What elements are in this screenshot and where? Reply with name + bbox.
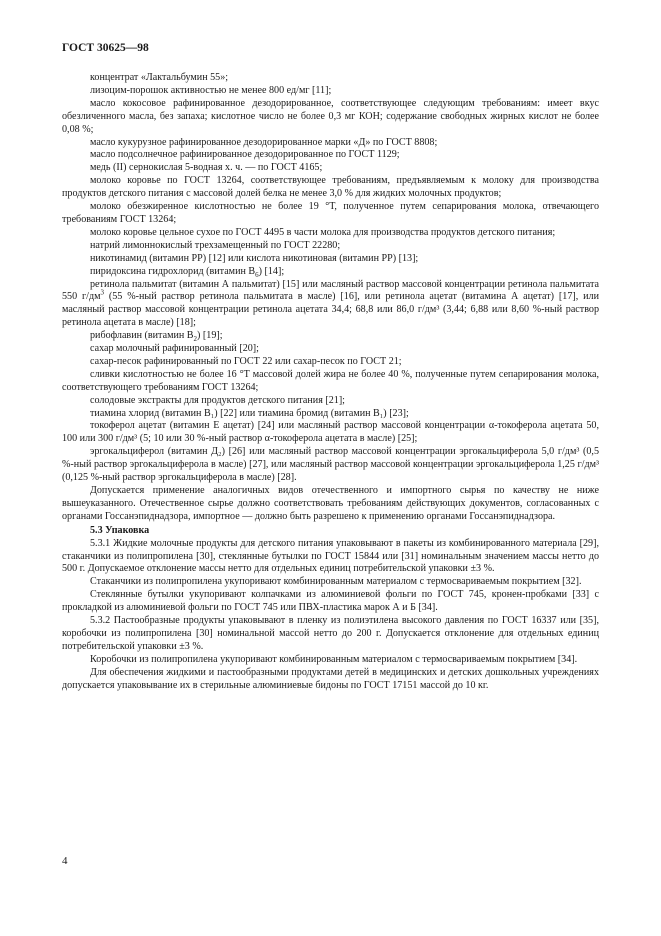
page-number: 4 [62, 855, 68, 867]
paragraph: Стаканчики из полипропилена укупоривают комбинированным материалом с термосвариваемым покрытием [32]. [90, 576, 582, 588]
paragraph: рибофлавин (витамин $B_2$) [19]; [90, 330, 223, 344]
paragraph: сливки кислотностью не более 16 °Т массовой долей жира не более 40 %, полученные путем сепарирования молока, соответствующего требованиям ГОСТ 13264; [62, 368, 599, 393]
paragraph: молоко коровье по ГОСТ 13264, соответствующее требованиям, предъявляемым к молоку для производства продуктов детского питания с массовой долей белка не менее 3,0 % для жидких молочных продуктов; [62, 175, 599, 200]
paragraph: молоко коровье цельное сухое по ГОСТ 4495 в части молока для производства продуктов детского питания; [90, 226, 556, 238]
paragraph: натрий лимоннокислый трехзамещенный по ГОСТ 22280; [90, 239, 341, 251]
paragraph: масло кокосовое рафинированное дезодорированное, соответствующее следующим требованиям: имеет вкус обезличенного масла, без запаха; кислотное число не более 0,3 мг КОН; содержание свободных жирных кислот не более 0,08 %; [62, 97, 599, 135]
paragraph: медь (II) сернокислая 5-водная х. ч. — по ГОСТ 4165; [90, 162, 323, 174]
paragraph: 5.3.2 Пастообразные продукты упаковывают в пленку из полиэтилена высокого давления по ГОСТ 16337 или [35], коробочки из полипропилена [30] номинальной массой нетто до 200 г. Допускается отклонение для отдельных единиц потребительской упаковки ±3 %. [62, 615, 599, 652]
paragraph: Для обеспечения жидкими и пастообразными продуктами детей в медицинских и детских дошкольных учреждениях допускается упаковывание их в стерильные алюминиевые бидоны по ГОСТ 17151 массой до 10 кг. [62, 666, 599, 691]
paragraph: молоко обезжиренное кислотностью не более 19 °Т, полученное путем сепарирования молока, отвечающего требованиям ГОСТ 13264; [62, 201, 599, 225]
paragraph: солодовые экстракты для продуктов детского питания [21]; [90, 394, 345, 406]
document-header: ГОСТ 30625—98 [62, 42, 149, 54]
paragraph: сахар молочный рафинированный [20]; [90, 343, 259, 355]
paragraph: эргокальциферол (витамин Д₂) [26] или масляный раствор массовой концентрации эргокальциферола 5,0 г/дм³ (0,5 %-ный раствор эргокальциферола в масле) [27], или масляный раствор массовой концентрации эргокальциферола 1,25 г/дм³ (0,125 %-ный раствор эргокальциферола в масле) [28]. [62, 446, 599, 484]
paragraph: масло подсолнечное рафинированное дезодорированное по ГОСТ 1129; [90, 149, 400, 161]
paragraph: масло кукурузное рафинированное дезодорированное марки «Д» по ГОСТ 8808; [90, 136, 438, 148]
paragraph: пиридоксина гидрохлорид (витамин $B_6$) [14]; [90, 265, 285, 279]
paragraph: Допускается применение аналогичных видов отечественного и импортного сырья по качеству не ниже вышеуказанного. Отечественное сырье должно соответствовать требованиям действующих документов, согласованных с органами Госсанэпиднадзора, импортное — должно быть разрешено к применению органами Госсанэпиднадзора. [62, 485, 599, 522]
paragraph: лизоцим-порошок активностью не менее 800 ед/мг [11]; [90, 84, 332, 96]
section-heading: 5.3 Упаковка [90, 524, 150, 536]
paragraph: сахар-песок рафинированный по ГОСТ 22 или сахар-песок по ГОСТ 21; [90, 355, 402, 367]
paragraph: Коробочки из полипропилена укупоривают комбинированным материалом с термосвариваемым покрытием [34]. [90, 653, 578, 665]
paragraph: никотинамид (витамин PP) [12] или кислота никотиновая (витамин PP) [13]; [90, 252, 419, 264]
paragraph: концентрат «Лактальбумин 55»; [90, 72, 229, 83]
paragraph: Стеклянные бутылки укупоривают колпачками из алюминиевой фольги по ГОСТ 745, кронен-пробками [33] с прокладкой из алюминиевой фольги по ГОСТ 745 или ПВХ-пластика марок А и Б [34]. [62, 589, 599, 614]
paragraph: токоферол ацетат (витамин Е ацетат) [24] или масляный раствор массовой концентрации α-токоферола ацетата 50, 100 или 300 г/дм³ (5; 10 или 30 %-ный раствор α-токоферола ацетата в масле) [25]; [62, 420, 599, 445]
paragraph: тиамина хлорид (витамин B₁) [22] или тиамина бромид (витамин B₁) [23]; [90, 407, 409, 419]
document-body [62, 72, 599, 693]
paragraph: 5.3.1 Жидкие молочные продукты для детского питания упаковывают в пакеты из комбинированного материала [29], стаканчики из полипропилена [30], стеклянные бутылки по ГОСТ 15844 или [31] номинальным значением массы нетто до 500 г. Допускаемое отклонение массы нетто для отдельных единиц потребительской упаковки ±3 %. [62, 537, 599, 575]
paragraph: ретинола пальмитат (витамин А пальмитат) [15] или масляный раствор массовой концентрации ретинола пальмитата 550 $г/дм^3$ (55 %-ный раствор ретинола пальмитата в масле) [16], или ретинола ацетат (витамина А ацетат) [17], или масляный раствор массовой концентрации ретинола ацетата 34,4; 68,8 или 86,0 г/дм³ (3,44; 6,88 или 8,60 %-ный раствор ретинола ацетата в масле) [18]; [62, 278, 599, 329]
